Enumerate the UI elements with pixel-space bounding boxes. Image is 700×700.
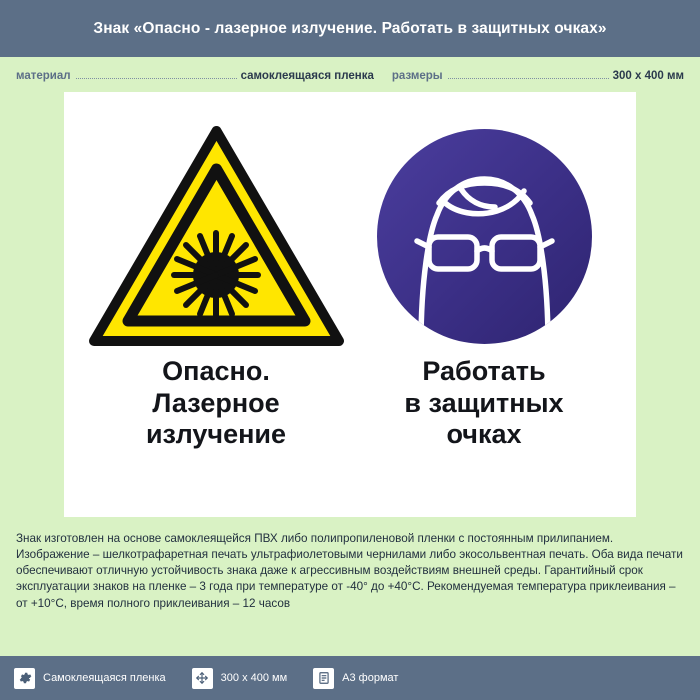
sign-text-right-line-3: очках: [446, 419, 522, 450]
sign-text-right-line-1: Работать: [422, 356, 546, 386]
spec-size-label: размеры: [391, 70, 443, 82]
page-header: [0, 0, 700, 57]
spec-size-dots: [448, 77, 609, 79]
spec-size: [392, 70, 684, 82]
spec-material: [16, 70, 374, 82]
sign-card: [64, 92, 636, 517]
specs-row: [0, 57, 700, 92]
gear-icon: [14, 668, 35, 689]
spec-material-value: самоклеящаяся пленка: [240, 70, 374, 82]
sign-text-right: [404, 356, 563, 451]
document-icon: [313, 668, 334, 689]
sign-panel-right: [353, 120, 615, 451]
wear-safety-goggles-mandatory-icon: [377, 120, 592, 352]
product-description: Знак изготовлен на основе самоклеящейся ПВХ либо полипропиленовой пленки с постоянным прилипанием. Изображение – шелкотрафаретная печать ультрафиолетовыми чернилами либо экосольвентная печать. Оба вида печати обеспечивают отличную устойчивость знака даже к агрессивным воздействиям внешней среды. Гарантийный срок эксплуатации знаков на пленке – 3 года при температуре от -40° до +40°C. Рекомендуемая температура приклеивания – от +10°C, время полного приклеивания – 12 часов: [16, 532, 683, 610]
footer-item-format[interactable]: [313, 668, 398, 689]
sign-text-left: [146, 356, 286, 451]
footer-label-format: A3 формат: [342, 672, 399, 684]
laser-radiation-warning-triangle-icon: [89, 120, 344, 352]
footer-label-material: Самоклеящаяся пленка: [43, 672, 166, 684]
sign-panel-left: [85, 120, 347, 451]
footer-item-material[interactable]: [14, 668, 166, 689]
page-footer: [0, 656, 700, 700]
page-title: Знак «Опасно - лазерное излучение. Работать в защитных очках»: [93, 19, 607, 37]
spec-material-label: материал: [16, 70, 71, 82]
sign-text-right-line-2: в защитных: [404, 387, 564, 418]
sign-card-wrapper: [0, 92, 700, 517]
sign-text-left-line-3: излучение: [145, 419, 287, 450]
sign-text-left-line-1: Опасно.: [162, 356, 270, 386]
footer-label-size: 300 x 400 мм: [220, 672, 288, 684]
spec-size-value: 300 x 400 мм: [612, 70, 685, 82]
footer-item-size[interactable]: [192, 668, 288, 689]
sign-text-left-line-2: Лазерное: [152, 387, 280, 418]
spec-material-dots: [76, 77, 237, 79]
resize-arrows-icon: [192, 668, 213, 689]
